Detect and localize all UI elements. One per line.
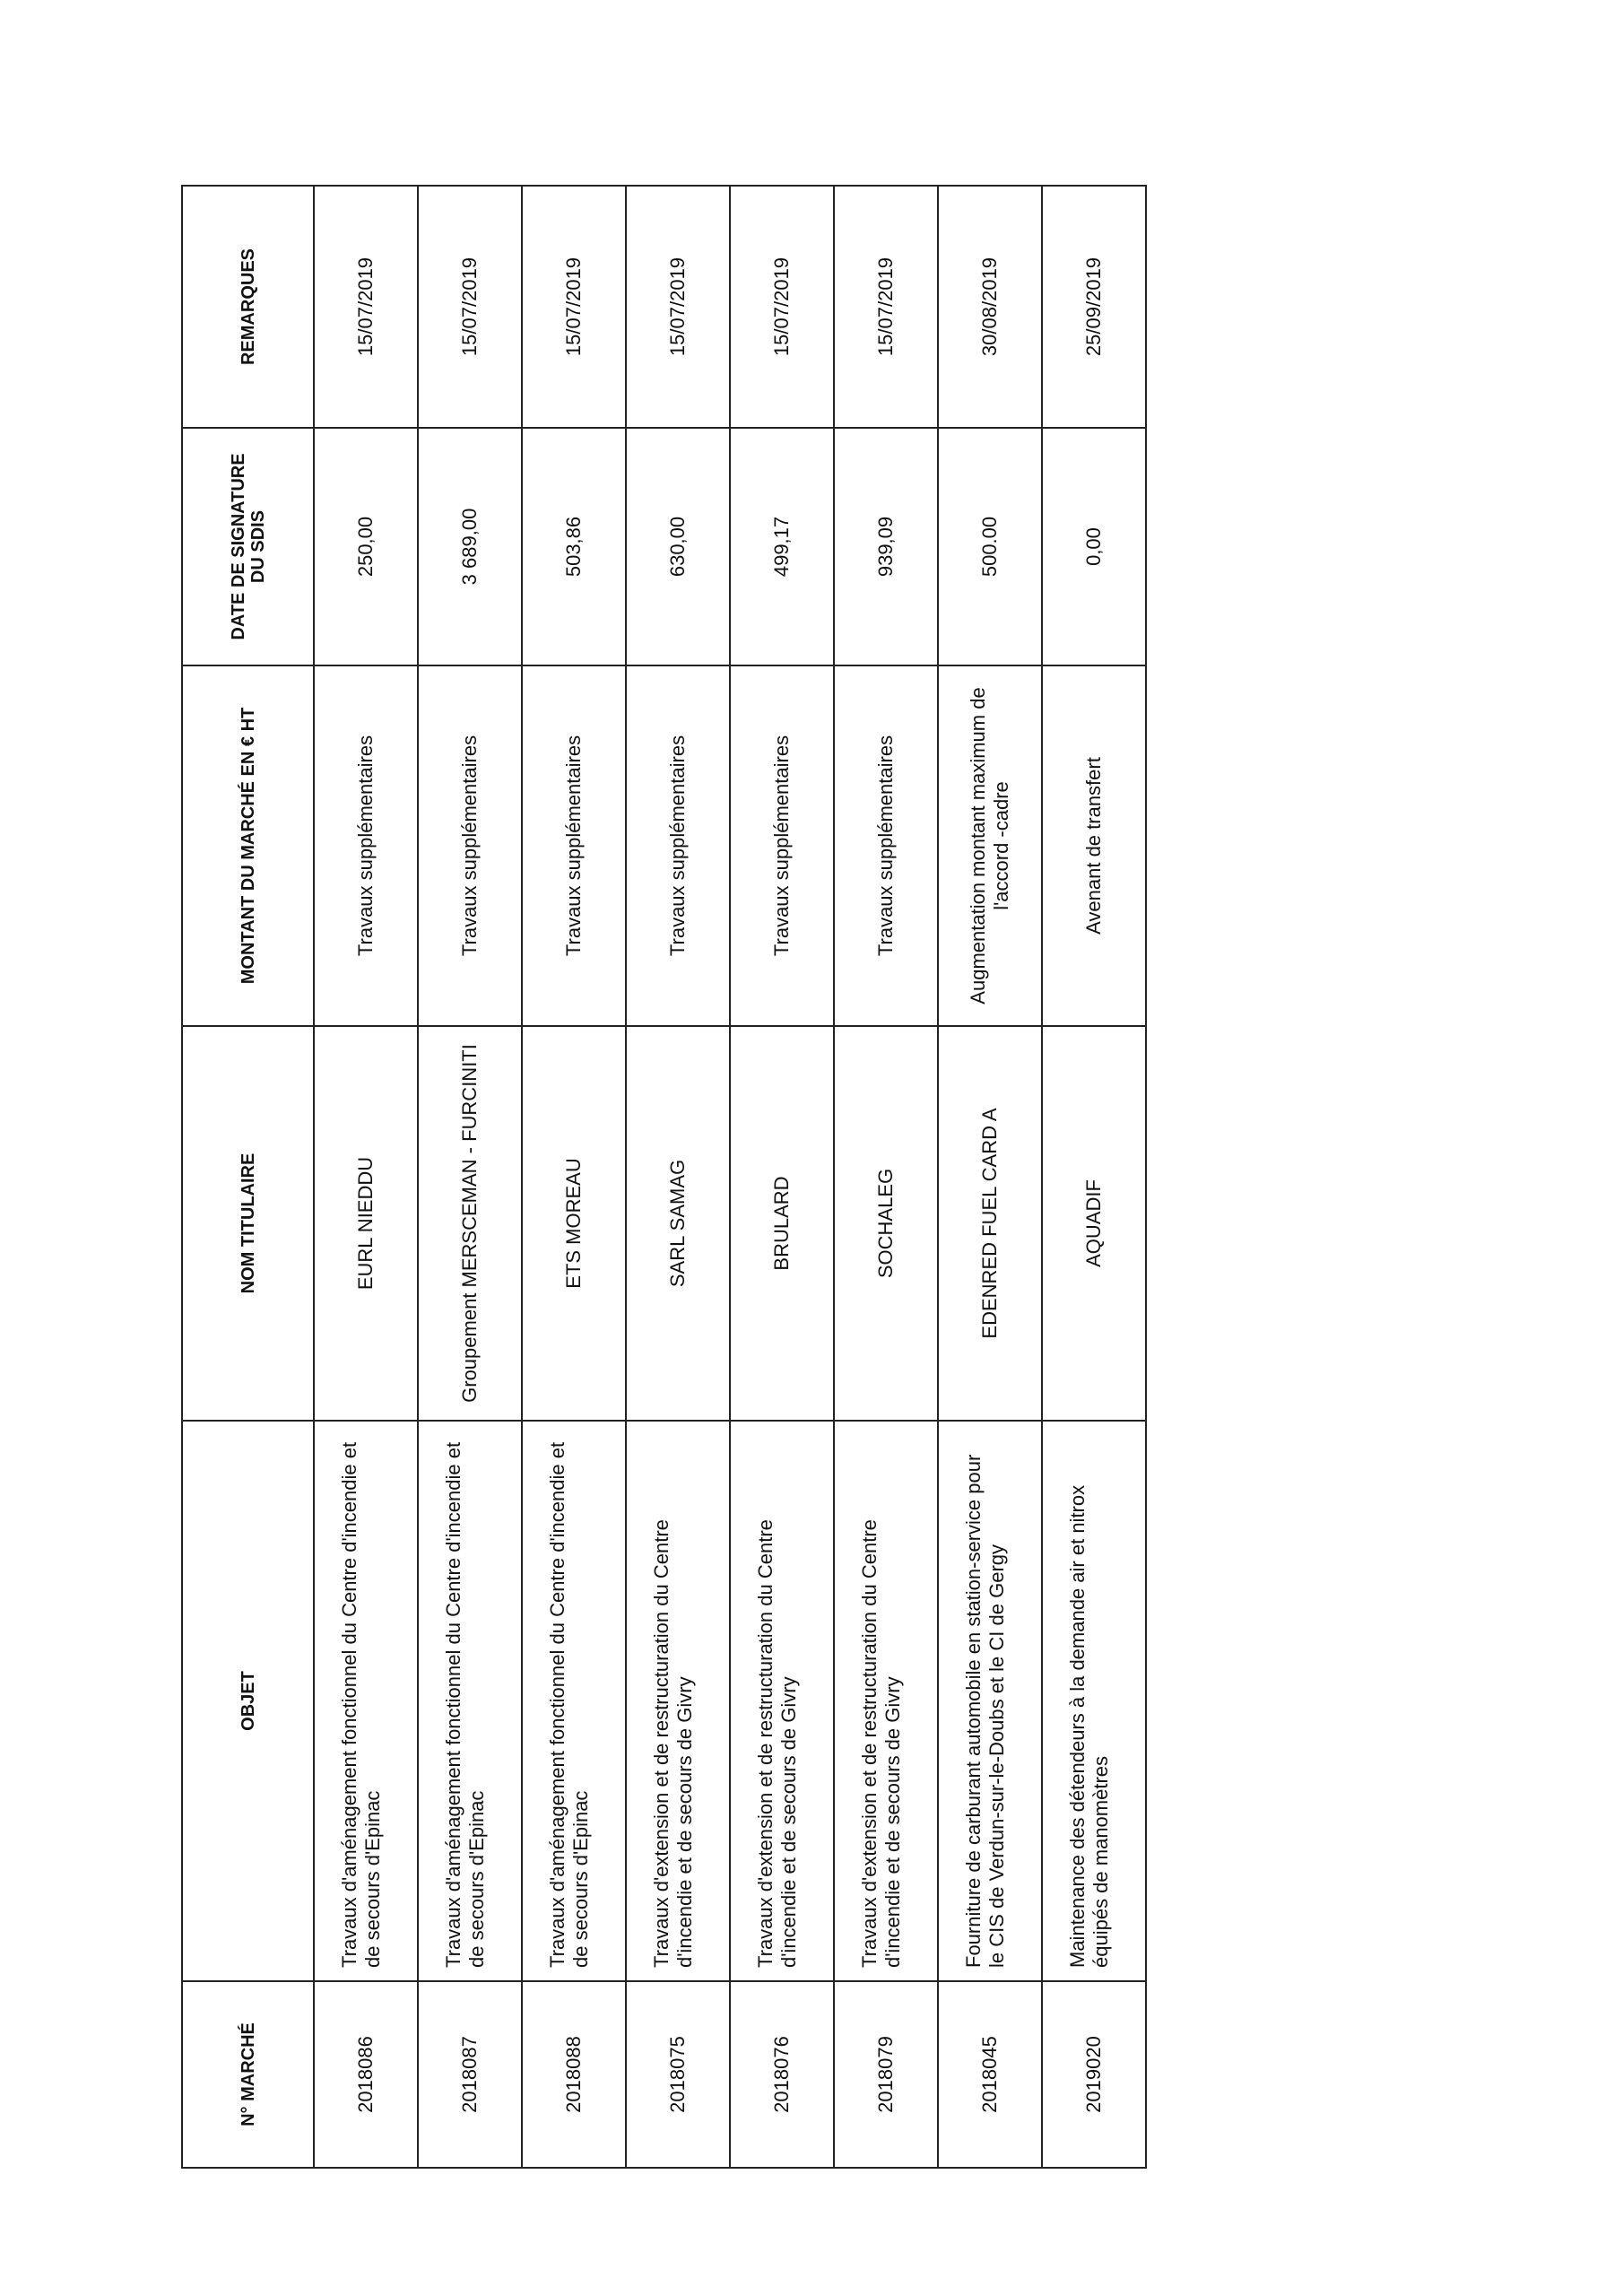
cell-montant: Travaux supplémentaires	[730, 665, 834, 1026]
cell-montant: Travaux supplémentaires	[834, 665, 938, 1026]
cell-remarques: 15/07/2019	[834, 186, 938, 428]
cell-montant: Travaux supplémentaires	[626, 665, 730, 1026]
cell-date: 3 689,00	[418, 428, 522, 665]
cell-num: 2018079	[834, 1981, 938, 2168]
cell-montant: Travaux supplémentaires	[418, 665, 522, 1026]
header-nom-titulaire: NOM TITULAIRE	[182, 1026, 314, 1421]
cell-remarques: 15/07/2019	[626, 186, 730, 428]
cell-num: 2018075	[626, 1981, 730, 2168]
cell-montant: Avenant de transfert	[1042, 665, 1146, 1026]
marches-table	[181, 185, 1147, 2169]
cell-date: 630,00	[626, 428, 730, 665]
cell-num: 2018086	[314, 1981, 418, 2168]
cell-num: 2018087	[418, 1981, 522, 2168]
cell-remarques: 15/07/2019	[418, 186, 522, 428]
cell-num: 2018045	[938, 1981, 1042, 2168]
table-row	[522, 186, 626, 2168]
cell-date: 250,00	[314, 428, 418, 665]
table-row	[314, 186, 418, 2168]
cell-objet: Travaux d'aménagement fonctionnel du Centre d'incendie et de secours d'Epinac	[522, 1421, 626, 1981]
cell-remarques: 25/09/2019	[1042, 186, 1146, 428]
cell-objet: Travaux d'extension et de restructuration du Centre d'incendie et de secours de Givry	[626, 1421, 730, 1981]
table-row	[938, 186, 1042, 2168]
cell-nom: AQUADIF	[1042, 1026, 1146, 1421]
cell-num: 2018076	[730, 1981, 834, 2168]
cell-montant: Augmentation montant maximum de l'accord -cadre	[938, 665, 1042, 1026]
cell-remarques: 15/07/2019	[314, 186, 418, 428]
cell-objet: Travaux d'extension et de restructuration du Centre d'incendie et de secours de Givry	[730, 1421, 834, 1981]
cell-nom: BRULARD	[730, 1026, 834, 1421]
cell-remarques: 15/07/2019	[730, 186, 834, 428]
cell-nom: SARL SAMAG	[626, 1026, 730, 1421]
cell-montant: Travaux supplémentaires	[522, 665, 626, 1026]
table-row	[1042, 186, 1146, 2168]
cell-objet: Travaux d'aménagement fonctionnel du Centre d'incendie et de secours d'Epinac	[314, 1421, 418, 1981]
table-row	[418, 186, 522, 2168]
table-header-row	[182, 186, 314, 2168]
table-row	[730, 186, 834, 2168]
cell-remarques: 30/08/2019	[938, 186, 1042, 428]
cell-remarques: 15/07/2019	[522, 186, 626, 428]
table-row	[834, 186, 938, 2168]
cell-objet: Travaux d'aménagement fonctionnel du Centre d'incendie et de secours d'Epinac	[418, 1421, 522, 1981]
cell-nom: Groupement MERSCEMAN - FURCINITI	[418, 1026, 522, 1421]
header-date-signature: DATE DE SIGNATURE DU SDIS	[182, 428, 314, 665]
header-montant: MONTANT DU MARCHÉ EN € HT	[182, 665, 314, 1026]
cell-nom: EURL NIEDDU	[314, 1026, 418, 1421]
cell-date: 499,17	[730, 428, 834, 665]
cell-nom: EDENRED FUEL CARD A	[938, 1026, 1042, 1421]
cell-objet: Travaux d'extension et de restructuration du Centre d'incendie et de secours de Givry	[834, 1421, 938, 1981]
cell-num: 2019020	[1042, 1981, 1146, 2168]
cell-date: 939,09	[834, 428, 938, 665]
cell-objet: Fourniture de carburant automobile en station-service pour le CIS de Verdun-sur-le-Doubs et le CI de Gergy	[938, 1421, 1042, 1981]
cell-objet: Maintenance des détendeurs à la demande air et nitrox équipés de manomètres	[1042, 1421, 1146, 1981]
table-row	[626, 186, 730, 2168]
cell-nom: ETS MOREAU	[522, 1026, 626, 1421]
cell-date: 503,86	[522, 428, 626, 665]
cell-montant: Travaux supplémentaires	[314, 665, 418, 1026]
cell-nom: SOCHALEG	[834, 1026, 938, 1421]
header-objet: OBJET	[182, 1421, 314, 1981]
rotated-table-wrapper	[181, 187, 1145, 2169]
cell-num: 2018088	[522, 1981, 626, 2168]
header-num-marche: N° MARCHÉ	[182, 1981, 314, 2168]
cell-date: 500.00	[938, 428, 1042, 665]
header-remarques: REMARQUES	[182, 186, 314, 428]
cell-date: 0,00	[1042, 428, 1146, 665]
